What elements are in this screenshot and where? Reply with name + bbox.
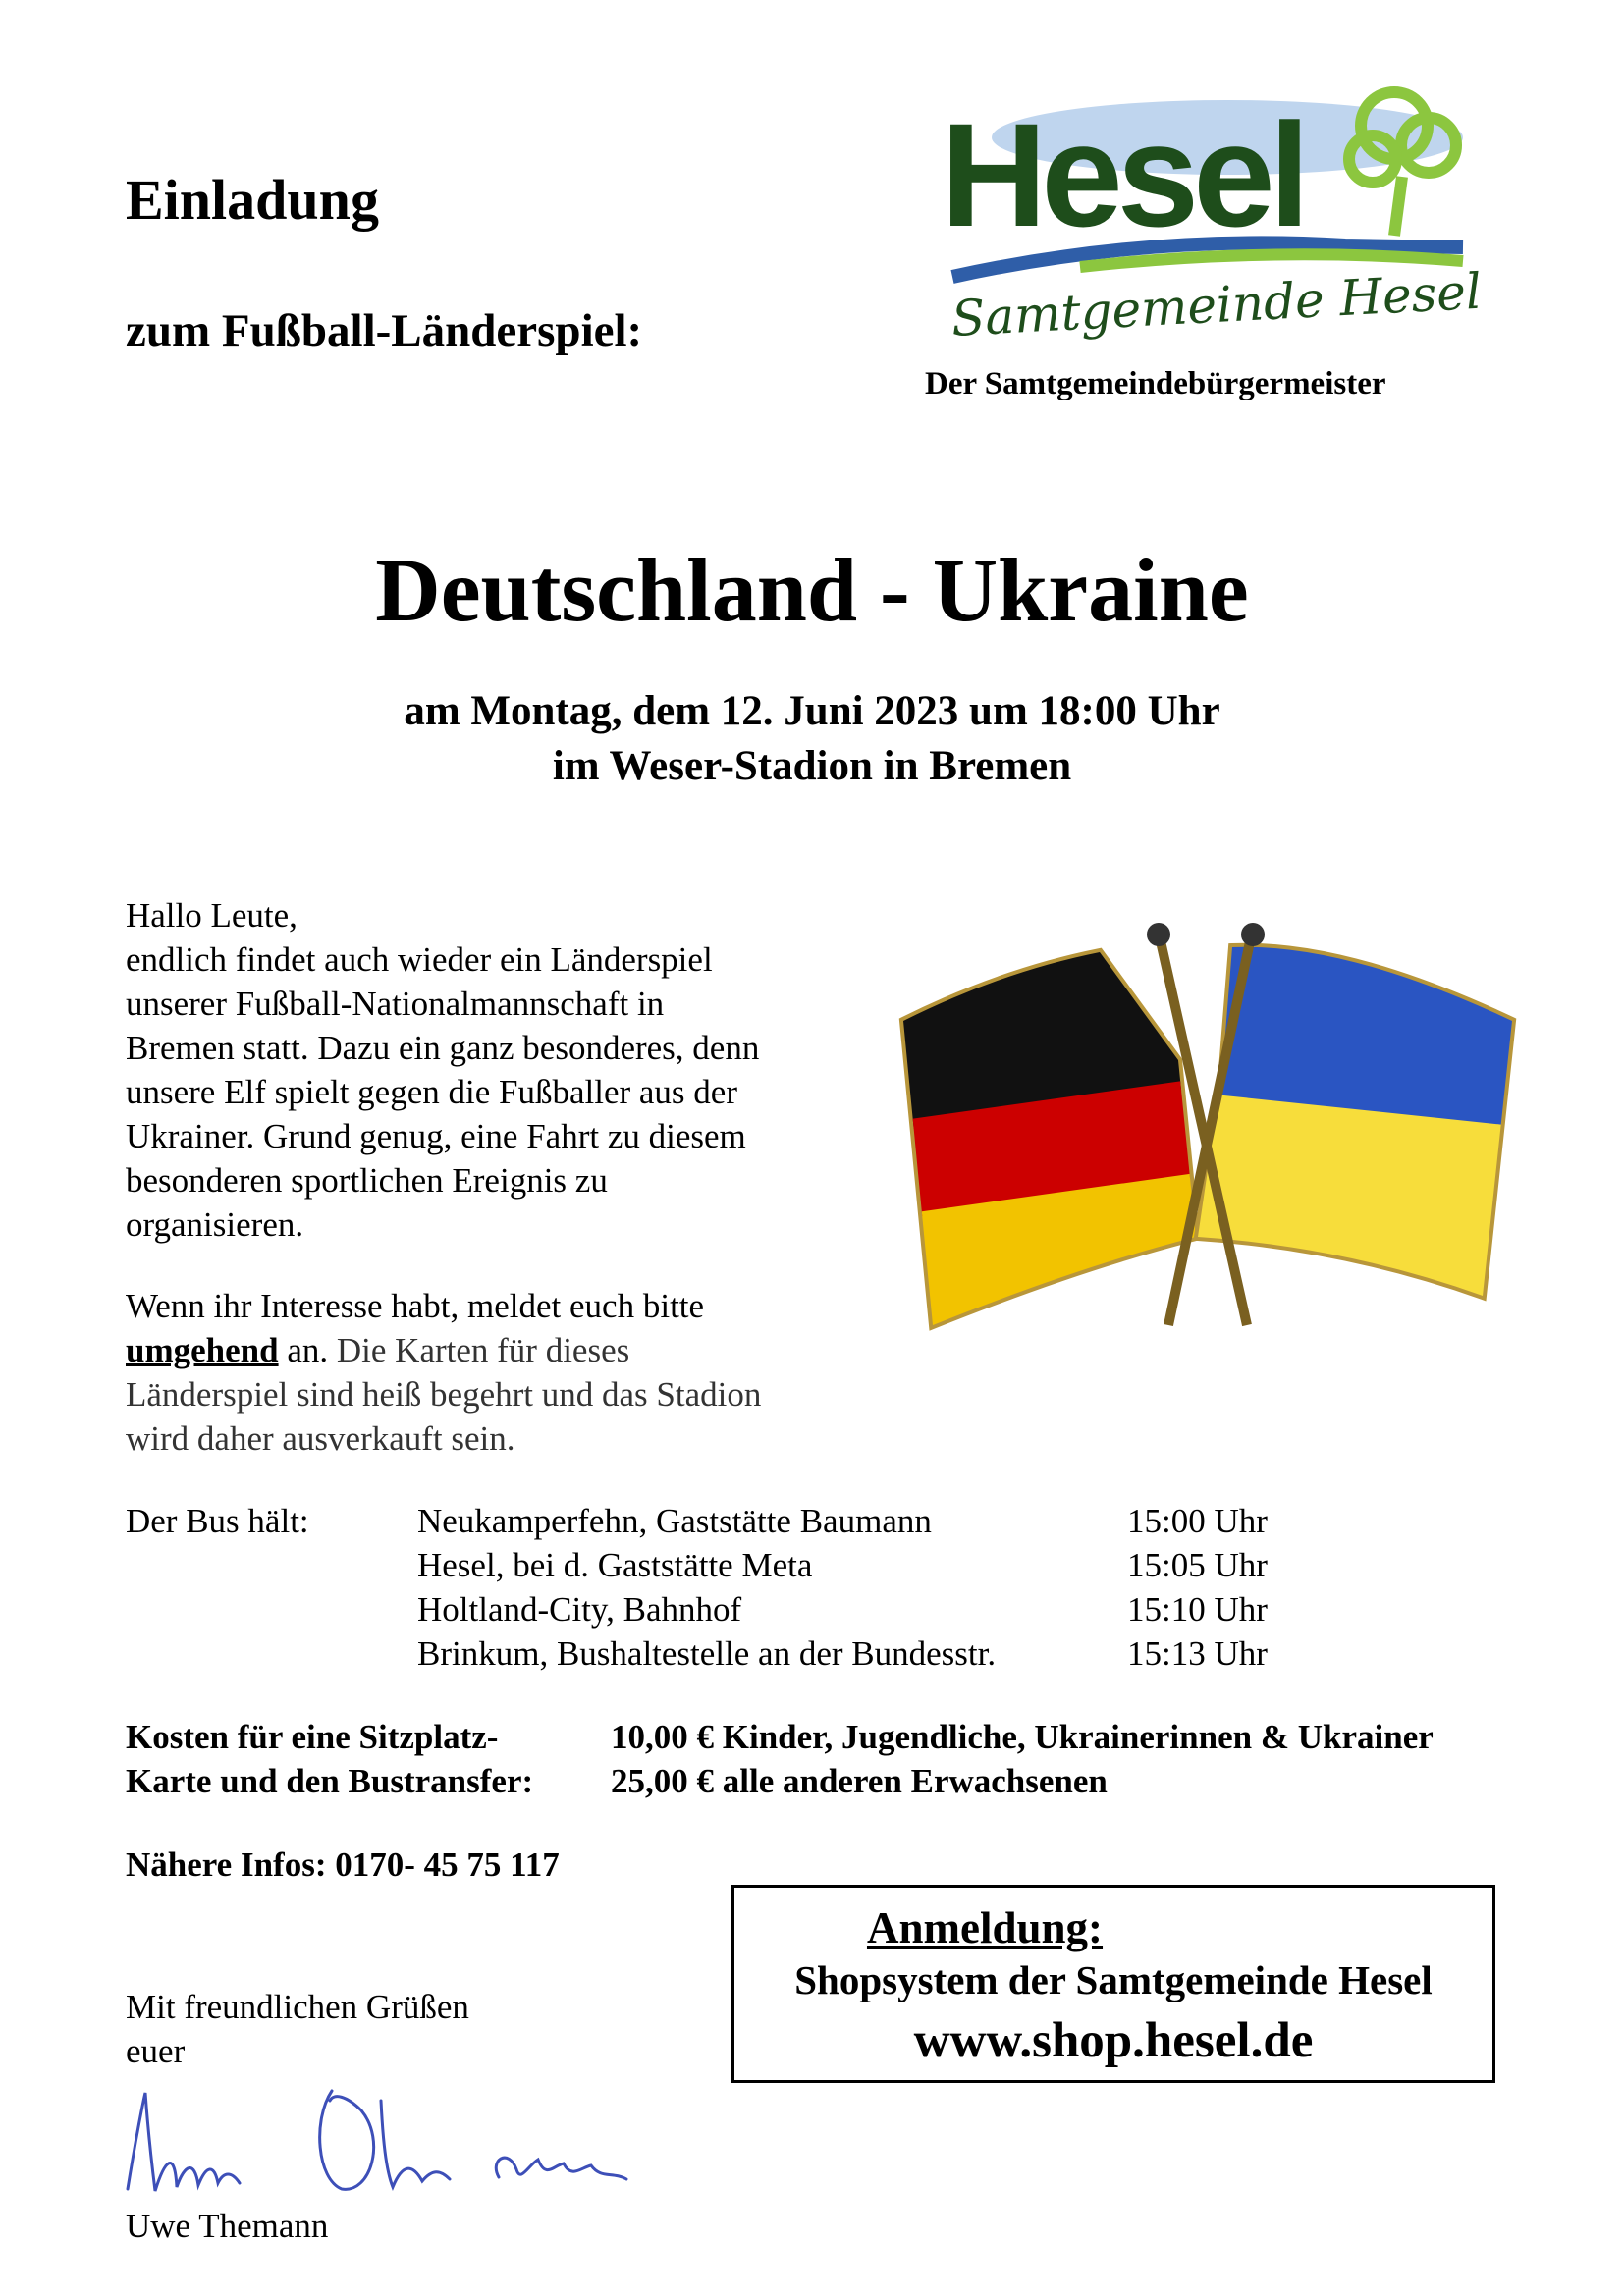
intro-line: endlich findet auch wieder ein Länderspiel (126, 940, 713, 979)
interest-paragraph (126, 1284, 872, 1461)
bus-stop-time: 15:05 Uhr (1127, 1546, 1268, 1584)
registration-url[interactable]: www.shop.hesel.de (913, 2013, 1314, 2068)
invitation-subtitle: zum Fußball-Länderspiel: (126, 305, 643, 356)
cost-label-line: Karte und den Bustransfer: (126, 1762, 534, 1800)
cost-price-line: 10,00 € Kinder, Jugendliche, Ukrainerinnen & Ukrainer (611, 1718, 1434, 1756)
registration-title: Anmeldung: (866, 1903, 1104, 1952)
interest-line: Wenn ihr Interesse habt, meldet euch bitte (126, 1287, 705, 1325)
bus-stop-name: Brinkum, Bushaltestelle an der Bundesstr. (417, 1634, 997, 1673)
sender-title: Der Samtgemeindebürgermeister (925, 366, 1386, 401)
greeting-line: euer (126, 2032, 186, 2070)
registration-shop: Shopsystem der Samtgemeinde Hesel (794, 1957, 1433, 2002)
logo-green-swoosh (1080, 254, 1463, 267)
intro-line: Hallo Leute, (126, 896, 298, 934)
intro-line: Ukrainer. Grund genug, eine Fahrt zu diesem (126, 1117, 746, 1155)
registration-box (731, 1885, 1495, 2083)
interest-line (126, 1328, 872, 1372)
match-title: Deutschland - Ukraine (375, 540, 1249, 640)
bus-stop-time: 15:00 Uhr (1127, 1502, 1268, 1540)
interest-line: wird daher ausverkauft sein. (126, 1419, 515, 1458)
bus-stop-name: Neukamperfehn, Gaststätte Baumann (417, 1502, 932, 1540)
crossed-flags-image (884, 913, 1532, 1355)
invitation-heading: Einladung (126, 168, 379, 232)
hesel-logo (933, 69, 1483, 363)
event-venue: im Weser-Stadion in Bremen (552, 743, 1072, 789)
interest-text: an. (278, 1331, 329, 1369)
intro-line: Bremen statt. Dazu ein ganz besonderes, denn (126, 1029, 760, 1067)
intro-line: unsere Elf spielt gegen die Fußballer aus der (126, 1073, 737, 1111)
interest-text: Die Karten für dieses (328, 1331, 630, 1369)
cost-label-line: Kosten für eine Sitzplatz- (126, 1718, 499, 1756)
intro-paragraph (126, 893, 872, 1247)
logo-wordmark: Hesel (941, 92, 1305, 257)
logo-tagline: Samtgemeinde Hesel (949, 262, 1483, 347)
greeting-line: Mit freundlichen Grüßen (126, 1988, 469, 2026)
bus-stop-name: Holtland-City, Bahnhof (417, 1590, 742, 1629)
emphasis-urgent: umgehend (126, 1331, 279, 1369)
cost-price-line: 25,00 € alle anderen Erwachsenen (611, 1762, 1108, 1800)
event-date: am Montag, dem 12. Juni 2023 um 18:00 Uhr (404, 688, 1220, 734)
closing-greeting (126, 1985, 469, 2073)
intro-line: unserer Fußball-Nationalmannschaft in (126, 985, 665, 1023)
intro-line: organisieren. (126, 1205, 304, 1244)
contact-info: Nähere Infos: 0170- 45 75 117 (126, 1845, 560, 1884)
bus-stop-time: 15:13 Uhr (1127, 1634, 1268, 1673)
bus-stop-name: Hesel, bei d. Gaststätte Meta (417, 1546, 813, 1584)
intro-line: besonderen sportlichen Ereignis zu (126, 1161, 608, 1200)
signer-name: Uwe Themann (126, 2207, 329, 2245)
interest-line: Länderspiel sind heiß begehrt und das Stadion (126, 1375, 762, 1414)
handwritten-signature (116, 2081, 666, 2209)
bus-stop-time: 15:10 Uhr (1127, 1590, 1268, 1629)
bus-label: Der Bus hält: (126, 1502, 309, 1540)
